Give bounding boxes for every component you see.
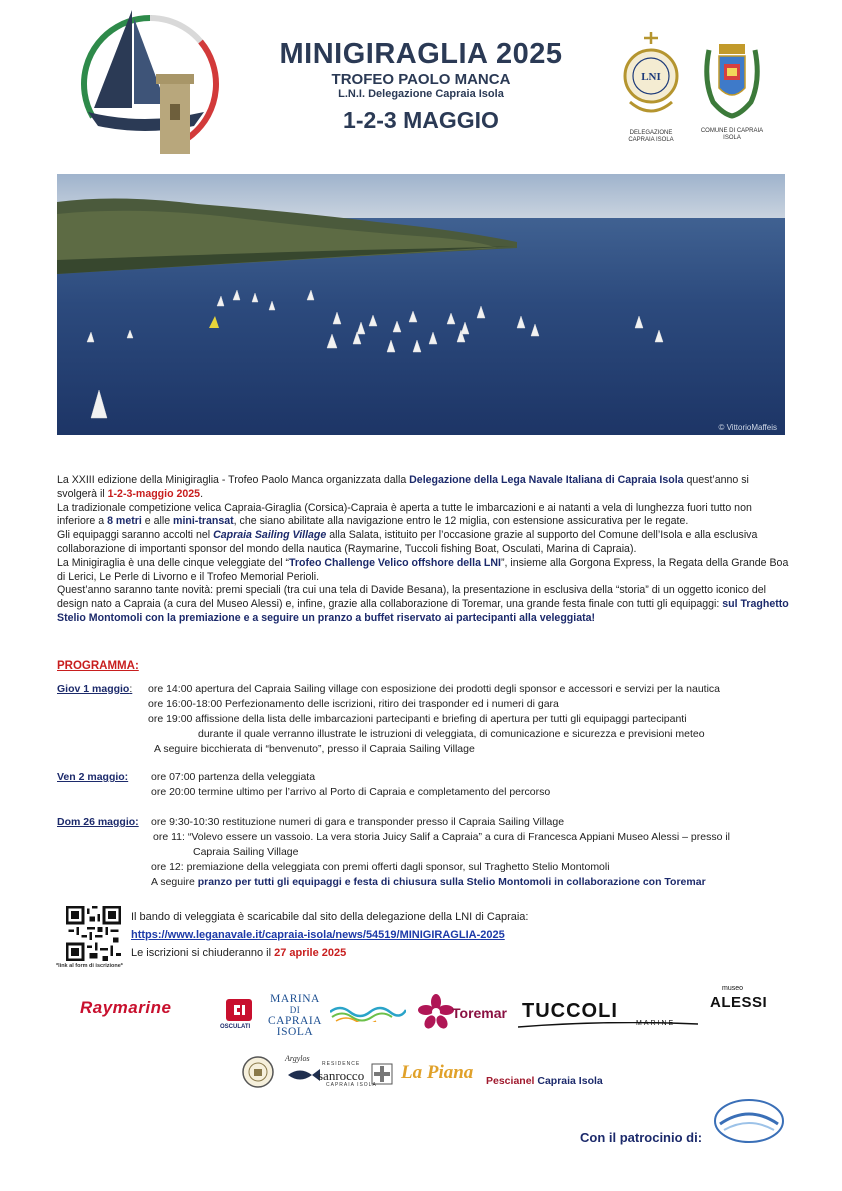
qr-code-icon[interactable] [66, 906, 121, 961]
comune-crest-caption: COMUNE DI CAPRAIA ISOLA [700, 128, 764, 141]
tuccoli-logo: TUCCOLI [522, 1000, 618, 1022]
osculati-icon [225, 998, 253, 1022]
alessi-logo: ALESSI [710, 994, 768, 1011]
intro-paragraph [57, 557, 789, 585]
closing-lunch-highlight: pranzo per tutti gli equipaggi e festa di chiusura sulla Stelio Montomoli in collaborazione con Toremar [197, 876, 706, 888]
length-highlight: 8 metri [107, 515, 142, 528]
tuccoli-marine-label: MARINE [636, 1020, 676, 1027]
organizer-highlight: Delegazione della Lega Navale Italiana di Capraia Isola [409, 474, 684, 486]
marina-logo-text: CAPRAIA [268, 1015, 322, 1027]
intro-text [57, 474, 789, 626]
trophy-name: TROFEO PAOLO MANCA [331, 71, 511, 88]
intro-text-run: La XXIII edizione della Minigiraglia - Trofeo Paolo Manca organizzata dalla [57, 474, 410, 486]
intro-text-run: . [200, 487, 204, 500]
day2-label: Ven 2 maggio: [57, 771, 129, 783]
day3-line: ore 11: “Volevo essere un vassoio. La vera storia Juicy Salif a Capraia” a cura di Francesca Appiani Museo Alessi – presso il [153, 831, 731, 843]
fish-icon [286, 1066, 322, 1084]
raymarine-logo: Raymarine [80, 998, 172, 1017]
class-highlight: mini-transat [173, 515, 234, 528]
la-piana-logo: La Piana [401, 1062, 474, 1083]
day3-line: Capraia Sailing Village [193, 846, 299, 858]
pescianel-name: Pescianel [486, 1075, 535, 1087]
ferry-party-highlight: sul Traghetto Stelio Montomoli con la premiazione e a seguire un pranzo a buffet riservato ai partecipanti alla veleggiata! [57, 598, 789, 624]
day3-line-text: A seguire [151, 876, 198, 888]
marina-logo-text: DI [289, 1005, 301, 1015]
marina-logo-text: MARINA [270, 993, 320, 1005]
deadline-text: Le iscrizioni si chiuderanno il [131, 947, 275, 959]
marina-logo-text: ISOLA [276, 1026, 314, 1038]
intro-text-run: , che siano abilitate alla navigazione entro le 12 miglia, con estensione assicurativa per le regate. [233, 515, 689, 528]
day1-label-text: Giov 1 maggio [57, 683, 130, 695]
toremar-flower-icon [418, 994, 454, 1030]
intro-text-run: La Minigiraglia è una delle cinque veleggiate del “ [57, 556, 290, 569]
bando-deadline [131, 944, 528, 962]
event-title: MINIGIRAGLIA 2025 [279, 38, 563, 70]
day3-line: ore 9:30-10:30 restituzione numeri di gara e transponder presso il Capraia Sailing Village [151, 816, 565, 828]
intro-paragraph [57, 474, 789, 502]
intro-paragraph [57, 529, 789, 557]
photo-credit: © VittorioMaffeis [718, 423, 777, 432]
cross-emblem-icon [371, 1063, 393, 1085]
minigiraglia-logo [74, 8, 220, 158]
programma-heading: PROGRAMMA: [57, 660, 139, 672]
sanrocco-sub-label: CAPRAIA ISOLA [326, 1082, 377, 1088]
intro-text-run: alla Salata, istituito per l’occasione grazie al supporto del Comune dell’Isola e alla esclusiva collaborazione di importanti sponsor del mondo della nautica (Raymarine, Tuccoli fishing Boat, Osculati, Marina di Capraia). [57, 529, 758, 555]
residence-seal-icon [242, 1056, 274, 1088]
national-park-emblem-icon [712, 1098, 786, 1144]
pescianel-location: Capraia Isola [534, 1075, 603, 1087]
intro-paragraph [57, 584, 789, 625]
bando-block [131, 908, 528, 962]
day1-label [57, 683, 132, 695]
village-highlight: Capraia Sailing Village [213, 529, 327, 542]
intro-text-run: e alle [141, 515, 174, 528]
sanrocco-logo: sanrocco [318, 1068, 365, 1083]
pescianel-logo [486, 1075, 603, 1087]
intro-text-run: Quest’anno saranno tante novità: premi speciali (tra cui una tela di Davide Besana), la presentazione in esclusiva della “storia” di un oggetto iconico del design nato a Capraia (a cura del Museo Alessi) e, infine, grazie alla collaborazione di Toremar, una grande festa finale con tutti gli equipaggi: [57, 584, 767, 611]
trophy-highlight: Trofeo Challenge Velico offshore della LNI [289, 556, 501, 569]
municipal-crest-icon [701, 40, 763, 120]
osculati-label: OSCULATI [220, 1024, 251, 1030]
lni-seal-caption: DELEGAZIONE CAPRAIA ISOLA [628, 130, 674, 143]
day3-line [151, 876, 706, 889]
intro-text-run: La tradizionale competizione velica Capraia-Giraglia (Corsica)-Capraia è aperta a tutte le imbarcazioni e ai natanti a vela di lunghezza fuori tutto non inferiore a [57, 501, 752, 528]
intro-text-run: Gli equipaggi saranno accolti nel [57, 529, 214, 542]
day2-line: ore 20:00 termine ultimo per l’arrivo al Porto di Capraia e completamento del percorso [151, 786, 551, 798]
day3-line: ore 12: premiazione della veleggiata con premi offerti dagli sponsor, sul Traghetto Stelio Montomoli [151, 861, 610, 873]
day3-label: Dom 26 maggio: [57, 816, 139, 828]
intro-text-run: quest’anno si svolgerà il [57, 474, 749, 500]
event-dates: 1-2-3 MAGGIO [343, 107, 499, 133]
date-highlight: 1-2-3-maggio 2025 [107, 487, 201, 500]
wave-icon [330, 1002, 406, 1022]
organizer-name: L.N.I. Delegazione Capraia Isola [338, 88, 504, 100]
day1-colon: : [129, 683, 133, 695]
intro-text-run: ”, insieme alla Gorgona Express, la Regata della Grande Boa di Lerici, Le Perle di Livorno e il Trofeo Memorial Perioli. [57, 556, 789, 583]
bando-link[interactable]: https://www.leganavale.it/capraia-isola/news/54519/MINIGIRAGLIA-2025 [131, 929, 505, 941]
alessi-museo-label: museo [722, 985, 744, 992]
day1-line: ore 14:00 apertura del Capraia Sailing village con esposizione dei prodotti degli sponsor e accessori e servizi per la nautica [148, 683, 720, 695]
patrocinio-label: Con il patrocinio di: [580, 1130, 703, 1145]
day2-line: ore 07:00 partenza della veleggiata [151, 771, 316, 783]
bando-line: Il bando di veleggiata è scaricabile dal sito della delegazione della LNI di Capraia: [131, 911, 529, 923]
regatta-aerial-photo [57, 174, 785, 435]
toremar-logo: Toremar [452, 1005, 507, 1021]
anchor-seal-icon [622, 30, 680, 122]
deadline-date: 27 aprile 2025 [274, 947, 347, 959]
argylos-logo: Argylos [285, 1054, 310, 1063]
lni-seal [620, 30, 682, 144]
day1-line: ore 16:00-18:00 Perfezionamento delle iscrizioni, ritiro dei trasponder ed i numeri di gara [148, 698, 559, 710]
intro-paragraph [57, 502, 789, 530]
comune-crest [700, 40, 764, 142]
svg-text:LNI: LNI [641, 71, 661, 83]
day1-line: durante il quale verranno illustrate le istruzioni di veleggiata, di comunicazione e sicurezza e previsioni meteo [198, 728, 705, 740]
day1-line: ore 19:00 affissione della lista delle imbarcazioni partecipanti e briefing di apertura per tutti gli equipaggi partecipanti [148, 713, 687, 725]
marina-capraia-logo [268, 994, 322, 1038]
header-block [228, 38, 614, 135]
day1-line: A seguire bicchierata di “benvenuto”, presso il Capraia Sailing Village [154, 743, 475, 755]
sanrocco-top-label: RESIDENCE [322, 1061, 361, 1067]
qr-caption: *link al form di iscrizione* [56, 963, 123, 969]
